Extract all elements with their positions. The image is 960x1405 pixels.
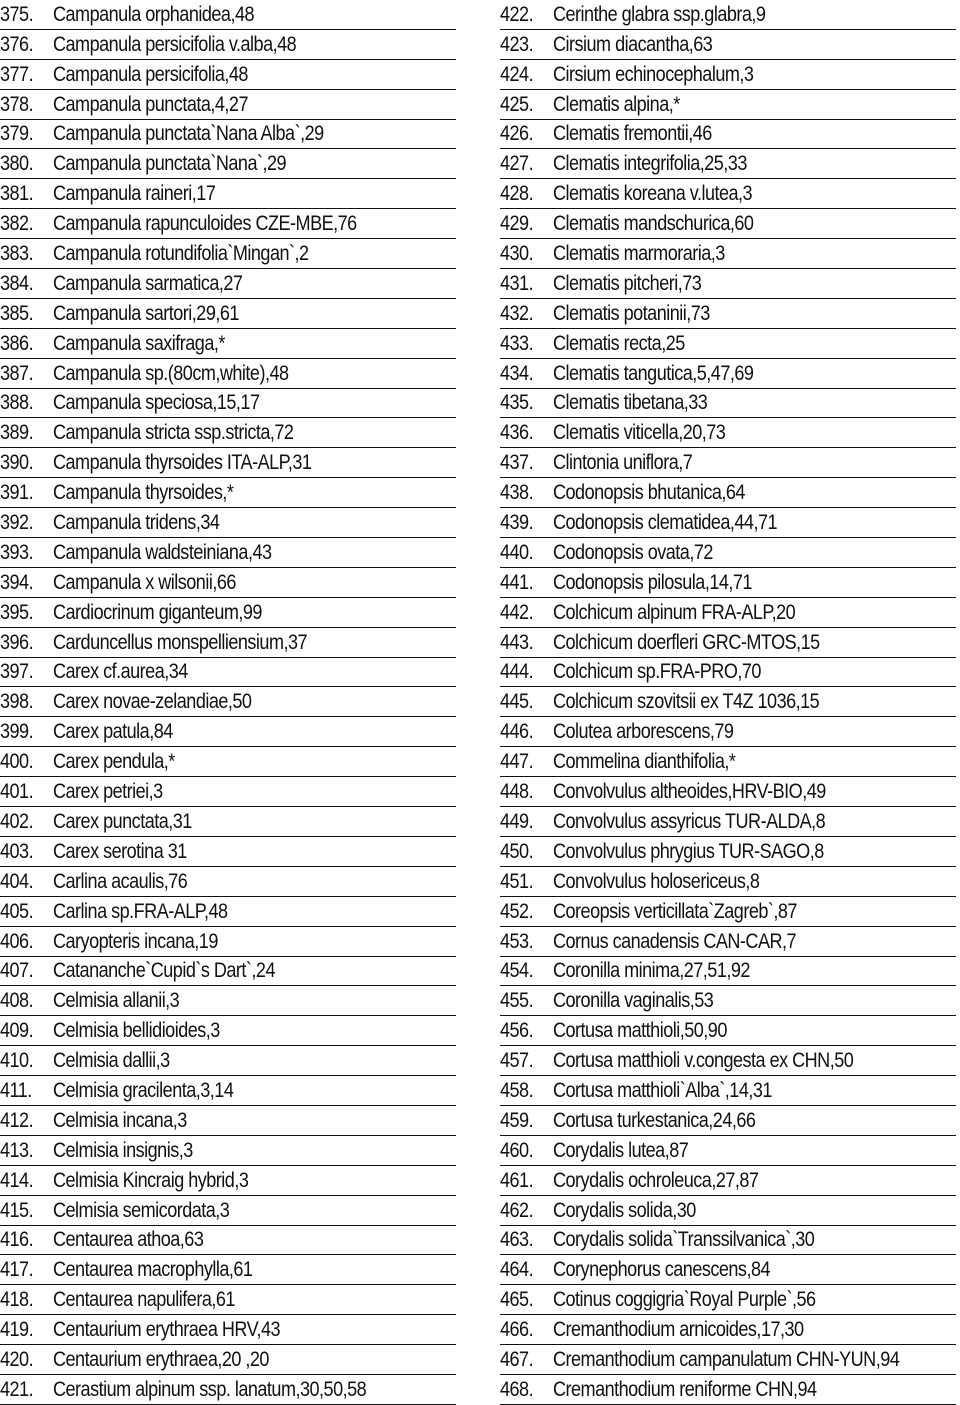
item-number: 412. xyxy=(0,1108,34,1132)
list-item xyxy=(0,927,456,957)
item-number: 434. xyxy=(500,361,534,385)
list-item xyxy=(0,658,456,688)
item-text: Convolvulus holosericeus,8 xyxy=(553,869,760,893)
list-item xyxy=(500,299,956,329)
item-text: Carlina sp.FRA-ALP,48 xyxy=(53,899,228,923)
item-number: 375. xyxy=(0,2,34,26)
item-text: Colchicum alpinum FRA-ALP,20 xyxy=(553,600,796,624)
item-text: Campanula thyrsoides,* xyxy=(53,481,234,505)
item-text: Celmisia incana,3 xyxy=(53,1108,187,1132)
list-item xyxy=(500,329,956,359)
item-number: 453. xyxy=(500,929,534,953)
item-text: Codonopsis bhutanica,64 xyxy=(553,481,745,505)
item-number: 448. xyxy=(500,780,534,804)
item-number: 391. xyxy=(0,481,34,505)
list-item xyxy=(500,807,956,837)
list-item xyxy=(500,777,956,807)
item-number: 466. xyxy=(500,1318,534,1342)
list-item xyxy=(500,120,956,150)
item-number: 432. xyxy=(500,301,534,325)
item-text: Cremanthodium campanulatum CHN-YUN,94 xyxy=(553,1347,900,1371)
item-text: Campanula punctata`Nana`,29 xyxy=(53,152,287,176)
item-number: 385. xyxy=(0,301,34,325)
list-item xyxy=(0,448,456,478)
item-number: 468. xyxy=(500,1377,534,1401)
item-number: 410. xyxy=(0,1049,34,1073)
item-text: Clintonia uniflora,7 xyxy=(553,451,693,475)
item-number: 389. xyxy=(0,421,34,445)
item-number: 409. xyxy=(0,1019,34,1043)
item-number: 415. xyxy=(0,1198,34,1222)
list-item xyxy=(500,1285,956,1315)
list-item xyxy=(500,897,956,927)
list-item xyxy=(0,628,456,658)
list-item xyxy=(500,448,956,478)
item-text: Campanula raineri,17 xyxy=(53,182,216,206)
item-text: Cerinthe glabra ssp.glabra,9 xyxy=(553,2,766,26)
list-item xyxy=(500,1016,956,1046)
item-text: Cirsium echinocephalum,3 xyxy=(553,62,754,86)
item-text: Convolvulus assyricus TUR-ALDA,8 xyxy=(553,809,826,833)
item-text: Carex cf.aurea,34 xyxy=(53,660,188,684)
list-item xyxy=(0,1106,456,1136)
item-number: 440. xyxy=(500,540,534,564)
item-text: Celmisia semicordata,3 xyxy=(53,1198,230,1222)
list-item xyxy=(0,209,456,239)
item-text: Centaurea athoa,63 xyxy=(53,1228,204,1252)
item-text: Campanula punctata,4,27 xyxy=(53,92,248,116)
item-number: 383. xyxy=(0,242,34,266)
list-item xyxy=(500,1076,956,1106)
list-item xyxy=(500,209,956,239)
item-number: 402. xyxy=(0,809,34,833)
item-number: 433. xyxy=(500,331,534,355)
item-number: 456. xyxy=(500,1019,534,1043)
list-item xyxy=(500,717,956,747)
item-number: 455. xyxy=(500,989,534,1013)
list-item xyxy=(0,568,456,598)
list-item xyxy=(0,120,456,150)
item-text: Celmisia bellidioides,3 xyxy=(53,1019,220,1043)
item-number: 452. xyxy=(500,899,534,923)
list-item xyxy=(0,389,456,419)
list-item xyxy=(0,30,456,60)
list-item xyxy=(0,867,456,897)
item-text: Campanula persicifolia,48 xyxy=(53,62,248,86)
list-item xyxy=(0,717,456,747)
item-text: Campanula speciosa,15,17 xyxy=(53,391,260,415)
item-text: Codonopsis clematidea,44,71 xyxy=(553,511,778,535)
item-text: Clematis integrifolia,25,33 xyxy=(553,152,747,176)
list-item xyxy=(0,807,456,837)
item-number: 443. xyxy=(500,630,534,654)
item-text: Campanula tridens,34 xyxy=(53,511,220,535)
item-text: Cerastium alpinum ssp. lanatum,30,50,58 xyxy=(53,1377,367,1401)
item-text: Carex patula,84 xyxy=(53,720,173,744)
list-item xyxy=(0,1375,456,1405)
item-number: 465. xyxy=(500,1288,534,1312)
item-number: 397. xyxy=(0,660,34,684)
item-text: Carex novae-zelandiae,50 xyxy=(53,690,252,714)
list-item xyxy=(500,1315,956,1345)
item-number: 395. xyxy=(0,600,34,624)
item-number: 378. xyxy=(0,92,34,116)
list-item xyxy=(0,508,456,538)
item-text: Campanula sp.(80cm,white),48 xyxy=(53,361,289,385)
item-number: 396. xyxy=(0,630,34,654)
list-item xyxy=(0,269,456,299)
list-item xyxy=(500,239,956,269)
item-number: 386. xyxy=(0,331,34,355)
item-number: 380. xyxy=(0,152,34,176)
list-item xyxy=(0,747,456,777)
list-item xyxy=(500,1345,956,1375)
list-item xyxy=(500,1196,956,1226)
item-text: Colchicum doerfleri GRC-MTOS,15 xyxy=(553,630,820,654)
item-number: 404. xyxy=(0,869,34,893)
item-number: 436. xyxy=(500,421,534,445)
item-number: 428. xyxy=(500,182,534,206)
item-text: Centaurea napulifera,61 xyxy=(53,1288,235,1312)
list-item xyxy=(500,1106,956,1136)
item-text: Corydalis solida,30 xyxy=(553,1198,696,1222)
item-text: Commelina dianthifolia,* xyxy=(553,750,736,774)
item-number: 423. xyxy=(500,32,534,56)
list-item xyxy=(0,986,456,1016)
item-text: Carex serotina 31 xyxy=(53,839,187,863)
item-number: 399. xyxy=(0,720,34,744)
item-text: Carduncellus monspelliensium,37 xyxy=(53,630,308,654)
item-number: 447. xyxy=(500,750,534,774)
item-text: Corydalis solida`Transsilvanica`,30 xyxy=(553,1228,815,1252)
item-text: Cremanthodium arnicoides,17,30 xyxy=(553,1318,804,1342)
item-text: Convolvulus altheoides,HRV-BIO,49 xyxy=(553,780,826,804)
item-number: 446. xyxy=(500,720,534,744)
item-text: Clematis alpina,* xyxy=(553,92,680,116)
list-item xyxy=(500,478,956,508)
list-item xyxy=(0,957,456,987)
list-item xyxy=(0,359,456,389)
list-item xyxy=(500,418,956,448)
list-item xyxy=(500,986,956,1016)
item-number: 417. xyxy=(0,1258,34,1282)
item-number: 400. xyxy=(0,750,34,774)
item-text: Campanula rapunculoides CZE-MBE,76 xyxy=(53,212,357,236)
list-item xyxy=(0,1046,456,1076)
item-text: Campanula thyrsoides ITA-ALP,31 xyxy=(53,451,312,475)
item-text: Celmisia gracilenta,3,14 xyxy=(53,1078,234,1102)
list-item xyxy=(500,628,956,658)
item-text: Cortusa matthioli,50,90 xyxy=(553,1019,727,1043)
item-text: Centaurea macrophylla,61 xyxy=(53,1258,253,1282)
item-number: 405. xyxy=(0,899,34,923)
list-item xyxy=(0,60,456,90)
list-item xyxy=(0,1255,456,1285)
list-item xyxy=(500,30,956,60)
item-text: Cremanthodium reniforme CHN,94 xyxy=(553,1377,817,1401)
item-number: 425. xyxy=(500,92,534,116)
item-number: 430. xyxy=(500,242,534,266)
list-item xyxy=(500,1136,956,1166)
item-number: 377. xyxy=(0,62,34,86)
item-number: 413. xyxy=(0,1138,34,1162)
item-text: Corydalis ochroleuca,27,87 xyxy=(553,1168,759,1192)
item-text: Coronilla vaginalis,53 xyxy=(553,989,714,1013)
item-number: 379. xyxy=(0,122,34,146)
item-text: Carlina acaulis,76 xyxy=(53,869,188,893)
list-item xyxy=(0,1136,456,1166)
item-number: 459. xyxy=(500,1108,534,1132)
item-text: Colchicum szovitsii ex T4Z 1036,15 xyxy=(553,690,820,714)
list-item xyxy=(0,1076,456,1106)
item-text: Clematis marmoraria,3 xyxy=(553,242,725,266)
item-number: 463. xyxy=(500,1228,534,1252)
item-number: 376. xyxy=(0,32,34,56)
item-text: Campanula persicifolia v.alba,48 xyxy=(53,32,297,56)
list-item xyxy=(0,179,456,209)
list-item xyxy=(500,927,956,957)
item-text: Campanula punctata`Nana Alba`,29 xyxy=(53,122,324,146)
list-item xyxy=(500,538,956,568)
item-number: 458. xyxy=(500,1078,534,1102)
item-text: Convolvulus phrygius TUR-SAGO,8 xyxy=(553,839,824,863)
list-item xyxy=(500,598,956,628)
item-text: Cortusa matthioli`Alba`,14,31 xyxy=(553,1078,772,1102)
item-number: 392. xyxy=(0,511,34,535)
item-text: Carex petriei,3 xyxy=(53,780,163,804)
item-text: Cirsium diacantha,63 xyxy=(553,32,713,56)
item-number: 416. xyxy=(0,1228,34,1252)
list-item xyxy=(500,0,956,30)
item-number: 461. xyxy=(500,1168,534,1192)
item-number: 407. xyxy=(0,959,34,983)
item-number: 457. xyxy=(500,1049,534,1073)
list-item xyxy=(0,90,456,120)
item-text: Clematis pitcheri,73 xyxy=(553,271,702,295)
item-text: Cortusa turkestanica,24,66 xyxy=(553,1108,756,1132)
item-number: 437. xyxy=(500,451,534,475)
item-number: 435. xyxy=(500,391,534,415)
item-number: 394. xyxy=(0,570,34,594)
list-item xyxy=(500,269,956,299)
item-number: 408. xyxy=(0,989,34,1013)
item-number: 418. xyxy=(0,1288,34,1312)
item-text: Cardiocrinum giganteum,99 xyxy=(53,600,262,624)
item-number: 439. xyxy=(500,511,534,535)
item-number: 441. xyxy=(500,570,534,594)
item-number: 438. xyxy=(500,481,534,505)
item-text: Carex pendula,* xyxy=(53,750,175,774)
item-number: 393. xyxy=(0,540,34,564)
list-item xyxy=(500,389,956,419)
list-item xyxy=(0,538,456,568)
list-item xyxy=(500,359,956,389)
list-item xyxy=(0,837,456,867)
list-item xyxy=(500,1046,956,1076)
item-text: Clematis tangutica,5,47,69 xyxy=(553,361,754,385)
list-item xyxy=(0,0,456,30)
item-text: Campanula x wilsonii,66 xyxy=(53,570,236,594)
item-text: Celmisia dallii,3 xyxy=(53,1049,170,1073)
item-number: 450. xyxy=(500,839,534,863)
list-item xyxy=(500,508,956,538)
list-item xyxy=(500,1255,956,1285)
list-item xyxy=(0,1315,456,1345)
item-number: 420. xyxy=(0,1347,34,1371)
item-number: 424. xyxy=(500,62,534,86)
item-number: 419. xyxy=(0,1318,34,1342)
list-item xyxy=(0,897,456,927)
item-number: 388. xyxy=(0,391,34,415)
item-number: 445. xyxy=(500,690,534,714)
item-text: Centaurium erythraea,20 ,20 xyxy=(53,1347,269,1371)
item-text: Carex punctata,31 xyxy=(53,809,192,833)
item-text: Catananche`Cupid`s Dart`,24 xyxy=(53,959,275,983)
list-item xyxy=(500,658,956,688)
item-number: 464. xyxy=(500,1258,534,1282)
list-item xyxy=(0,329,456,359)
item-number: 444. xyxy=(500,660,534,684)
item-text: Coronilla minima,27,51,92 xyxy=(553,959,750,983)
list-item xyxy=(0,1285,456,1315)
item-number: 406. xyxy=(0,929,34,953)
list-item xyxy=(500,60,956,90)
list-item xyxy=(500,687,956,717)
item-text: Celmisia Kincraig hybrid,3 xyxy=(53,1168,249,1192)
list-item xyxy=(500,1375,956,1405)
item-number: 398. xyxy=(0,690,34,714)
list-item xyxy=(0,1166,456,1196)
list-item xyxy=(500,179,956,209)
item-text: Corynephorus canescens,84 xyxy=(553,1258,771,1282)
item-number: 382. xyxy=(0,212,34,236)
item-text: Clematis koreana v.lutea,3 xyxy=(553,182,753,206)
item-text: Clematis fremontii,46 xyxy=(553,122,712,146)
item-text: Campanula sarmatica,27 xyxy=(53,271,243,295)
list-item xyxy=(0,1345,456,1375)
item-text: Campanula rotundifolia`Mingan`,2 xyxy=(53,242,309,266)
list-item xyxy=(0,777,456,807)
item-text: Coreopsis verticillata`Zagreb`,87 xyxy=(553,899,797,923)
item-text: Campanula stricta ssp.stricta,72 xyxy=(53,421,294,445)
list-item xyxy=(500,1226,956,1256)
item-number: 427. xyxy=(500,152,534,176)
item-number: 384. xyxy=(0,271,34,295)
item-text: Cornus canadensis CAN-CAR,7 xyxy=(553,929,797,953)
item-number: 422. xyxy=(500,2,534,26)
item-number: 431. xyxy=(500,271,534,295)
item-text: Colutea arborescens,79 xyxy=(553,720,734,744)
list-item xyxy=(500,149,956,179)
item-number: 449. xyxy=(500,809,534,833)
item-text: Clematis tibetana,33 xyxy=(553,391,708,415)
item-number: 451. xyxy=(500,869,534,893)
list-item xyxy=(0,418,456,448)
item-text: Campanula sartori,29,61 xyxy=(53,301,239,325)
item-number: 414. xyxy=(0,1168,34,1192)
item-text: Celmisia insignis,3 xyxy=(53,1138,193,1162)
item-text: Clematis potaninii,73 xyxy=(553,301,710,325)
item-text: Celmisia allanii,3 xyxy=(53,989,180,1013)
item-number: 467. xyxy=(500,1347,534,1371)
list-item xyxy=(0,598,456,628)
item-text: Clematis viticella,20,73 xyxy=(553,421,726,445)
item-text: Campanula saxifraga,* xyxy=(53,331,225,355)
item-text: Corydalis lutea,87 xyxy=(553,1138,689,1162)
list-item xyxy=(0,1196,456,1226)
item-text: Codonopsis ovata,72 xyxy=(553,540,713,564)
list-item xyxy=(0,239,456,269)
left-column xyxy=(0,0,456,1405)
item-text: Campanula waldsteiniana,43 xyxy=(53,540,272,564)
item-number: 387. xyxy=(0,361,34,385)
item-text: Cotinus coggigria`Royal Purple`,56 xyxy=(553,1288,816,1312)
item-text: Campanula orphanidea,48 xyxy=(53,2,255,26)
item-text: Cortusa matthioli v.congesta ex CHN,50 xyxy=(553,1049,854,1073)
item-number: 442. xyxy=(500,600,534,624)
list-item xyxy=(500,747,956,777)
right-column xyxy=(500,0,956,1405)
list-item xyxy=(500,867,956,897)
item-text: Clematis mandschurica,60 xyxy=(553,212,754,236)
list-item xyxy=(500,957,956,987)
item-number: 429. xyxy=(500,212,534,236)
item-number: 454. xyxy=(500,959,534,983)
list-item xyxy=(500,837,956,867)
item-text: Codonopsis pilosula,14,71 xyxy=(553,570,752,594)
item-number: 401. xyxy=(0,780,34,804)
item-number: 426. xyxy=(500,122,534,146)
item-text: Colchicum sp.FRA-PRO,70 xyxy=(553,660,761,684)
list-item xyxy=(0,1016,456,1046)
list-item xyxy=(0,149,456,179)
item-text: Centaurium erythraea HRV,43 xyxy=(53,1318,281,1342)
item-number: 460. xyxy=(500,1138,534,1162)
item-text: Caryopteris incana,19 xyxy=(53,929,218,953)
item-number: 421. xyxy=(0,1377,34,1401)
list-item xyxy=(0,478,456,508)
list-item xyxy=(0,299,456,329)
item-number: 381. xyxy=(0,182,34,206)
item-number: 403. xyxy=(0,839,34,863)
item-number: 462. xyxy=(500,1198,534,1222)
list-item xyxy=(500,1166,956,1196)
item-number: 411. xyxy=(0,1078,32,1102)
list-item xyxy=(500,568,956,598)
list-item xyxy=(0,1226,456,1256)
list-item xyxy=(0,687,456,717)
list-item xyxy=(500,90,956,120)
item-number: 390. xyxy=(0,451,34,475)
item-text: Clematis recta,25 xyxy=(553,331,685,355)
